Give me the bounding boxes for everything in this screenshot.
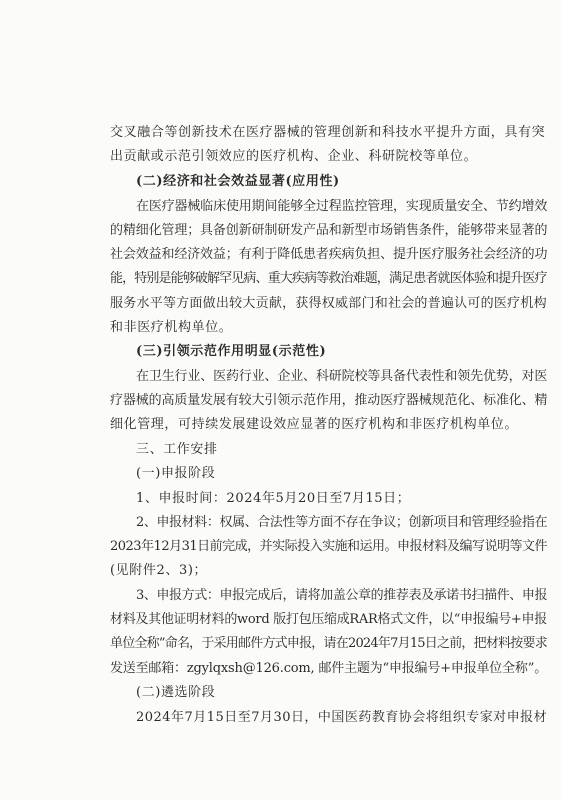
section-heading: (二)经济和社会效益显著(应用性) [136, 174, 340, 189]
paragraph-line: 出贡献或示范引领效应的医疗机构、企业、科研院校等单位。 [110, 149, 478, 164]
list-item: 1、申报时间：2024年5月20日至7月15日； [136, 491, 411, 506]
paragraph-line: 细化管理，可持续发展建设效应显著的医疗机构和非医疗机构单位。 [110, 417, 519, 432]
paragraph-line: 在医疗器械临床使用期间能够全过程监控管理，实现质量安全、节约增效 [136, 199, 548, 214]
paragraph-line: 材料及其他证明材料的word 版打包压缩成RAR格式文件，以“申报编号+申报 [110, 612, 547, 627]
list-item: 3、申报方式：申报完成后，请将加盖公章的推荐表及承诺书扫描件、申报 [136, 588, 548, 603]
paragraph-line: 交叉融合等创新技术在医疗器械的管理创新和科技水平提升方面，具有突 [110, 125, 546, 140]
paragraph-line: 2023年12月31日前完成，并实际投入实施和运用。申报材料及编写说明等文件 [110, 539, 547, 554]
paragraph-line: 单位全称”命名，于采用邮件方式申报，请在2024年7月15日之前，把材料按要求 [110, 636, 547, 651]
paragraph-line: 和非医疗机构单位。 [110, 320, 233, 335]
subsection-heading: (一)申报阶段 [136, 466, 216, 481]
paragraph-line: 发送至邮箱：zgylqxsh@126.com, 邮件主题为“申报编号+申报单位全称”。 [110, 661, 547, 676]
list-item: 2、申报材料：权属、合法性等方面不存在争议；创新项目和管理经验指在 [136, 515, 548, 530]
paragraph-line: 2024年7月15日至7月30日，中国医药教育协会将组织专家对申报材 [136, 710, 548, 725]
paragraph-line: 疗器械的高质量发展有较大引领示范作用，推动医疗器械规范化、标准化、精 [110, 393, 548, 408]
paragraph-line: 能，特别是能够破解罕见病、重大疾病等救治难题，满足患者就医体验和提升医疗 [110, 271, 547, 286]
paragraph-line: 服务水平等方面做出较大贡献，获得权威部门和社会的普遍认可的医疗机构 [110, 296, 547, 311]
paragraph-line: 在卫生行业、医药行业、企业、科研院校等具备代表性和领先优势，对医 [136, 369, 548, 384]
section-heading: (三)引领示范作用明显(示范性) [136, 344, 327, 359]
section-heading: 三、工作安排 [136, 442, 218, 457]
paragraph-line: 社会效益和经济效益；有利于降低患者疾病负担、提升医疗服务社会经济的功 [110, 247, 548, 262]
paragraph-line: (见附件2、3)； [110, 563, 208, 578]
paragraph-line: 的精细化管理；具备创新研制研发产品和新型市场销售条件，能够带来显著的 [110, 223, 548, 238]
subsection-heading: (二)遴选阶段 [136, 685, 216, 700]
